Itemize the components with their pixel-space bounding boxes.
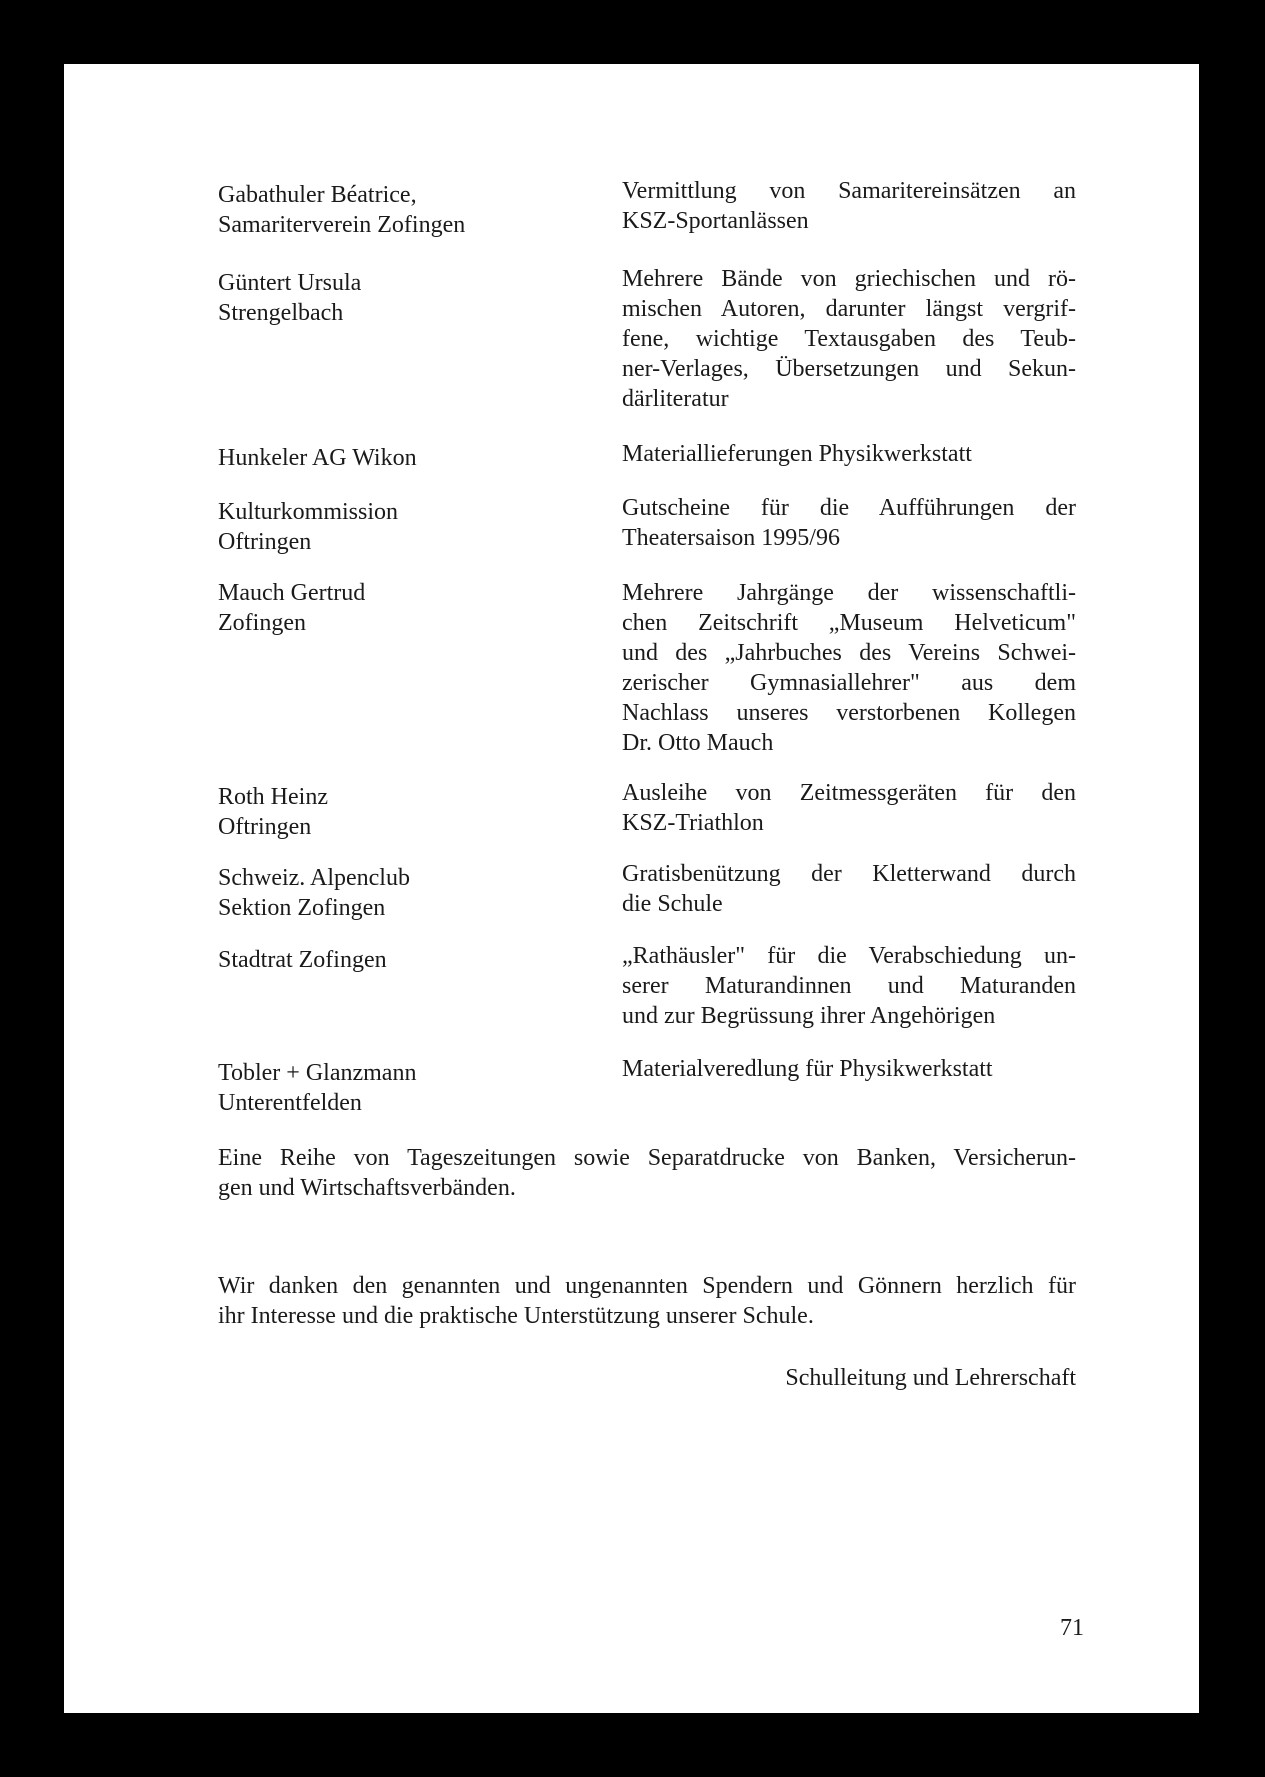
donation-description: Vermittlung von Samaritereinsätzen an KSZ-Sportanlässen [622,178,1076,234]
donation-description: Materiallieferungen Physikwerkstatt [622,441,972,467]
thanks-paragraph: Wir danken den genannten und ungenannten Spendern und Gönnern herzlich für ihr Interesse und die praktische Unterstützung unserer Schule. [218,1273,1076,1329]
donor-name: Kulturkommission Oftringen [218,499,399,555]
donation-description: Gutscheine für die Aufführungen der Theatersaison 1995/96 [622,495,1076,551]
donation-description: Ausleihe von Zeitmessgeräten für den KSZ-Triathlon [622,780,1076,836]
donor-name: Hunkeler AG Wikon [218,445,417,471]
donor-name: Tobler + Glanzmann Unterentfelden [218,1060,417,1116]
donation-description: Mehrere Bände von griechischen und rö- mischen Autoren, darunter längst vergrif- fene, wichtige Textausgaben des Teub- ner-Verlages, Übersetzungen und Sekun- därliteratur [622,266,1076,412]
donation-description: „Rathäusler" für die Verabschiedung un- serer Maturandinnen und Maturanden und zur Begrüssung ihrer Angehörigen [622,943,1076,1029]
donor-name: Gabathuler Béatrice, Samariterverein Zofingen [218,182,466,238]
page-number: 71 [1060,1615,1084,1641]
donor-name: Stadtrat Zofingen [218,947,387,973]
donor-name: Mauch Gertrud Zofingen [218,580,366,636]
document-page [64,64,1199,1713]
donation-description: Gratisbenützung der Kletterwand durch die Schule [622,861,1076,917]
donor-name: Güntert Ursula Strengelbach [218,270,362,326]
donor-name: Schweiz. Alpenclub Sektion Zofingen [218,865,410,921]
signature: Schulleitung und Lehrerschaft [785,1365,1076,1391]
donation-description: Mehrere Jahrgänge der wissenschaftli- chen Zeitschrift „Museum Helveticum" und des „Jahrbuches des Vereins Schwei- zerischer Gymnasiallehrer" aus dem Nachlass unseres verstorbenen Kollegen Dr. Otto Mauch [622,580,1076,756]
additional-donations-note: Eine Reihe von Tageszeitungen sowie Separatdrucke von Banken, Versicherun- gen und Wirtschaftsverbänden. [218,1145,1076,1201]
donor-name: Roth Heinz Oftringen [218,784,328,840]
donation-description: Materialveredlung für Physikwerkstatt [622,1056,993,1082]
